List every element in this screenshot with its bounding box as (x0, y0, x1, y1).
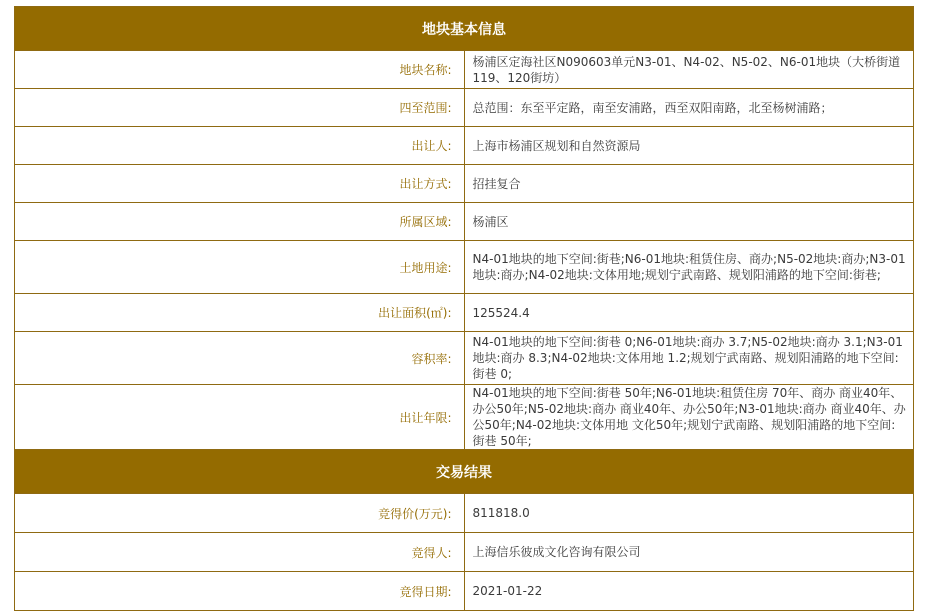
table-row (15, 165, 914, 203)
field-label-term: 出让年限: (15, 385, 465, 450)
section-title-basic-info: 地块基本信息 (15, 7, 914, 51)
table-row (15, 89, 914, 127)
table-row (15, 241, 914, 294)
table-row (15, 332, 914, 385)
field-value-district: 杨浦区 (464, 203, 914, 241)
field-label-land-use: 土地用途: (15, 241, 465, 294)
table-row (15, 294, 914, 332)
field-value-land-use: N4-01地块的地下空间:街巷;N6-01地块:租赁住房、商办;N5-02地块:商办;N3-01地块:商办;N4-02地块:文体用地;规划宁武南路、规划阳浦路的地下空间:街巷; (464, 241, 914, 294)
table-row (15, 572, 914, 611)
field-value-area: 125524.4 (464, 294, 914, 332)
field-value-boundaries: 总范围：东至平定路，南至安浦路，西至双阳南路，北至杨树浦路； (464, 89, 914, 127)
field-value-winning-date: 2021-01-22 (464, 572, 914, 611)
table-row (15, 127, 914, 165)
field-label-plot-ratio: 容积率: (15, 332, 465, 385)
field-label-area: 出让面积(㎡): (15, 294, 465, 332)
field-label-grantor: 出让人: (15, 127, 465, 165)
field-value-term: N4-01地块的地下空间:街巷 50年;N6-01地块:租赁住房 70年、商办 商业40年、办公50年;N5-02地块:商办 商业40年、办公50年;N3-01地块:商办 商业40年、办公50年;N4-02地块:文体用地 文化50年;规划宁武南路、规划阳浦路的地下空间:街巷 50年; (464, 385, 914, 450)
field-label-winning-price: 竞得价(万元): (15, 494, 465, 533)
land-info-table (14, 6, 914, 611)
table-row (15, 533, 914, 572)
field-value-winning-price: 811818.0 (464, 494, 914, 533)
land-info-container (14, 6, 914, 611)
field-value-grantor: 上海市杨浦区规划和自然资源局 (464, 127, 914, 165)
field-value-plot-ratio: N4-01地块的地下空间:街巷 0;N6-01地块:商办 3.7;N5-02地块:商办 3.1;N3-01地块:商办 8.3;N4-02地块:文体用地 1.2;规划宁武南路、规划阳浦路的地下空间:街巷 0; (464, 332, 914, 385)
table-row (15, 51, 914, 89)
field-label-winner: 竞得人: (15, 533, 465, 572)
table-row (15, 385, 914, 450)
section-header (15, 7, 914, 51)
field-value-winner: 上海信乐彼成文化咨询有限公司 (464, 533, 914, 572)
field-value-transfer-method: 招挂复合 (464, 165, 914, 203)
section-title-transaction-result: 交易结果 (15, 450, 914, 494)
field-label-transfer-method: 出让方式: (15, 165, 465, 203)
section-header (15, 450, 914, 494)
table-row (15, 494, 914, 533)
field-label-parcel-name: 地块名称: (15, 51, 465, 89)
field-label-winning-date: 竞得日期: (15, 572, 465, 611)
field-label-boundaries: 四至范围: (15, 89, 465, 127)
field-value-parcel-name: 杨浦区定海社区N090603单元N3-01、N4-02、N5-02、N6-01地块（大桥街道119、120街坊） (464, 51, 914, 89)
table-row (15, 203, 914, 241)
field-label-district: 所属区域: (15, 203, 465, 241)
